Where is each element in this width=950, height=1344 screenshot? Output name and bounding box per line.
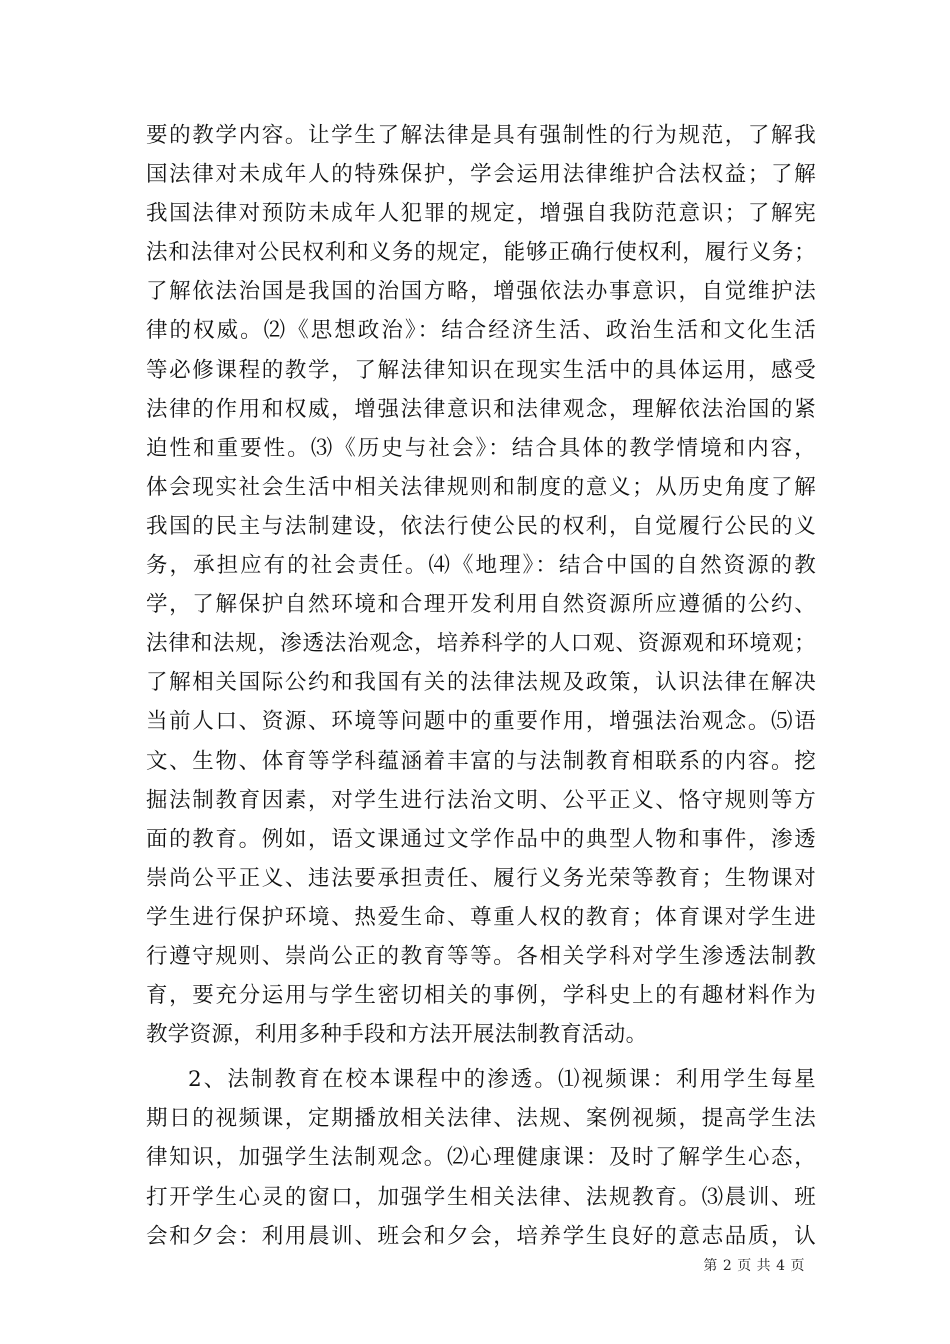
text-line: 文、生物、体育等学科蕴涵着丰富的与法制教育相联系的内容。挖: [146, 748, 816, 774]
text-line: 法律和法规，渗透法治观念，培养科学的人口观、资源观和环境观；: [146, 631, 816, 657]
text-line: 会和夕会：利用晨训、班会和夕会，培养学生良好的意志品质，认: [146, 1223, 816, 1249]
text-line: 育，要充分运用与学生密切相关的事例，学科史上的有趣材料作为: [146, 983, 816, 1009]
text-line: 了解相关国际公约和我国有关的法律法规及政策，认识法律在解决: [146, 670, 816, 696]
text-line: 律知识，加强学生法制观念。⑵心理健康课：及时了解学生心态，: [146, 1145, 816, 1171]
paragraph-2: [146, 1060, 816, 1255]
text-line: 掘法制教育因素，对学生进行法治文明、公平正义、恪守规则等方: [146, 787, 816, 813]
text-line: 要的教学内容。让学生了解法律是具有强制性的行为规范，了解我: [146, 123, 816, 148]
text-line: 学生进行保护环境、热爱生命、尊重人权的教育；体育课对学生进: [146, 904, 816, 930]
body-text: [146, 116, 816, 1256]
text-line: 等必修课程的教学，了解法律知识在现实生活中的具体运用，感受: [146, 357, 816, 383]
text-line: 了解依法治国是我国的治国方略，增强依法办事意识，自觉维护法: [146, 279, 816, 305]
text-line: 2、法制教育在校本课程中的渗透。⑴视频课：利用学生每星: [188, 1067, 816, 1093]
text-line: 法律的作用和权威，增强法律意识和法律观念，理解依法治国的紧: [146, 396, 816, 422]
text-line: 学，了解保护自然环境和合理开发利用自然资源所应遵循的公约、: [146, 592, 816, 618]
text-line: 国法律对未成年人的特殊保护，学会运用法律维护合法权益；了解: [146, 162, 816, 188]
text-line: 体会现实社会生活中相关法律规则和制度的意义；从历史角度了解: [146, 474, 816, 500]
text-line: 行遵守规则、崇尚公正的教育等等。各相关学科对学生渗透法制教: [146, 943, 816, 969]
page-number: 第 2 页 共 4 页: [703, 1258, 805, 1274]
text-line: 打开学生心灵的窗口，加强学生相关法律、法规教育。⑶晨训、班: [146, 1184, 816, 1210]
text-line: 我国法律对预防未成年人犯罪的规定，增强自我防范意识；了解宪: [146, 201, 816, 227]
text-line: 教学资源，利用多种手段和方法开展法制教育活动。: [146, 1022, 648, 1048]
text-line: 崇尚公平正义、违法要承担责任、履行义务光荣等教育；生物课对: [146, 865, 816, 891]
text-line: 期日的视频课，定期播放相关法律、法规、案例视频，提高学生法: [146, 1106, 816, 1132]
text-line: 法和法律对公民权利和义务的规定，能够正确行使权利，履行义务；: [146, 240, 816, 266]
text-line: 面的教育。例如，语文课通过文学作品中的典型人物和事件，渗透: [146, 826, 816, 852]
text-line: 律的权威。⑵《思想政治》：结合经济生活、政治生活和文化生活: [146, 318, 816, 344]
paragraph-1: [146, 116, 816, 1054]
text-line: 当前人口、资源、环境等问题中的重要作用，增强法治观念。⑸语: [146, 709, 816, 735]
text-line: 迫性和重要性。⑶《历史与社会》：结合具体的教学情境和内容，: [146, 435, 816, 461]
text-line: 务，承担应有的社会责任。⑷《地理》：结合中国的自然资源的教: [146, 553, 816, 579]
text-line: 我国的民主与法制建设，依法行使公民的权利，自觉履行公民的义: [146, 513, 816, 539]
